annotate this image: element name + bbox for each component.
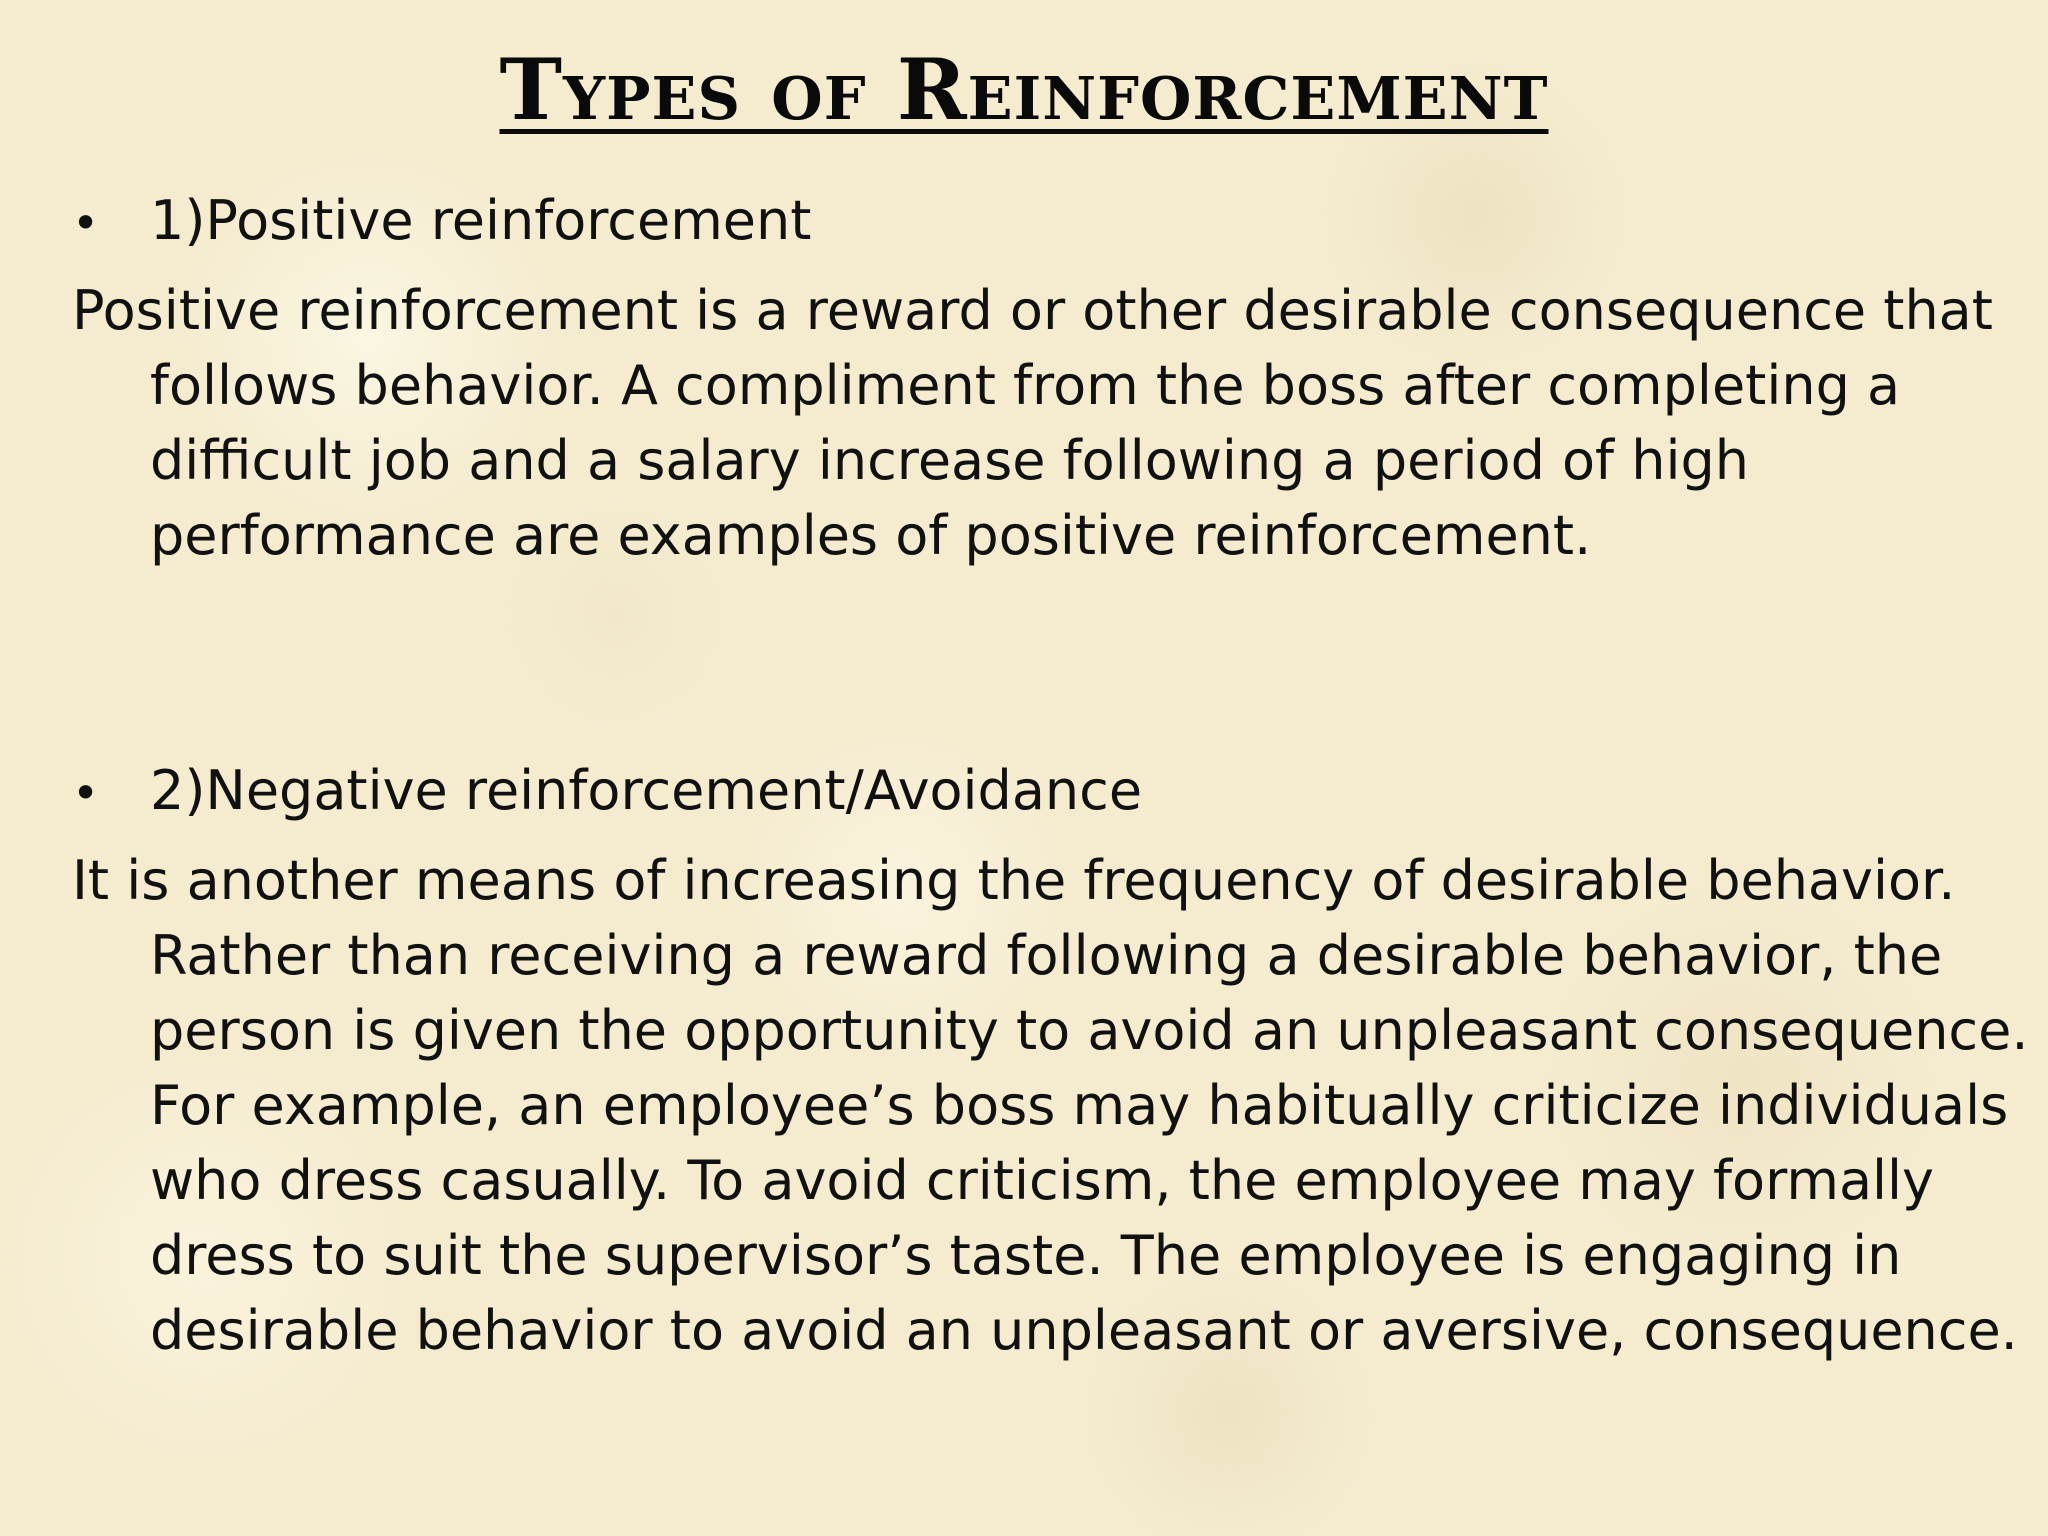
- bullet-item-negative-reinforcement: [72, 753, 1142, 831]
- bullet-item-positive-reinforcement: [72, 183, 811, 261]
- bullet-dot-icon: •: [72, 196, 100, 250]
- bullet-dot-icon: •: [72, 766, 100, 820]
- section-heading: 2)Negative reinforcement/Avoidance: [150, 759, 1143, 822]
- slide-title: Types of Reinforcement: [499, 40, 1549, 139]
- paragraph-negative-reinforcement: It is another means of increasing the frequency of desirable behavior. Rather than receiving a reward following a desirable behavior, the person is given the opportunity to avoid an unpleasant consequence. For example, an employee’s boss may habitually criticize individuals who dress casually. To avoid criticism, the employee may formally dress to suit the supervisor’s taste. The employee is engaging in desirable behavior to avoid an unpleasant or aversive, consequence.: [72, 849, 2029, 1362]
- section-heading: 1)Positive reinforcement: [150, 189, 812, 252]
- paragraph-positive-reinforcement: Positive reinforcement is a reward or other desirable consequence that follows behavior. A compliment from the boss after completing a difficult job and a salary increase following a period of high performance are examples of positive reinforcement.: [72, 279, 1993, 567]
